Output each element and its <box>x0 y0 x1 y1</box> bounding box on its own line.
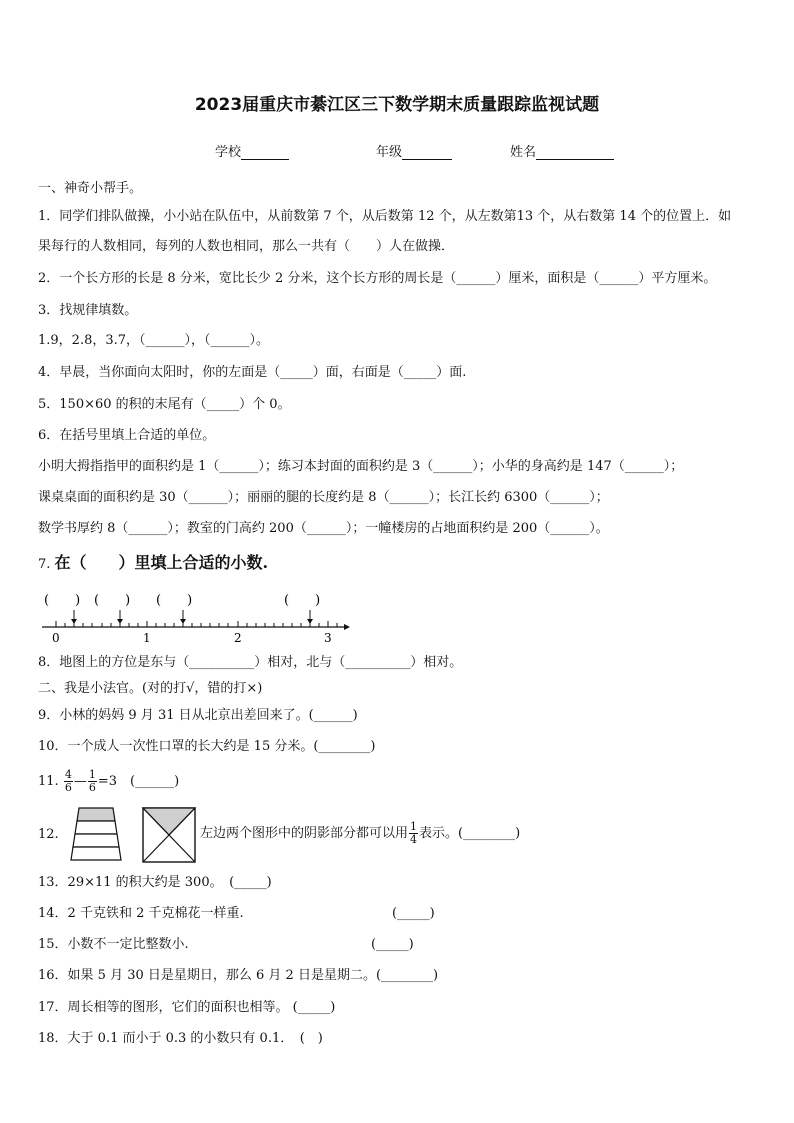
question-12-text: 左边两个图形中的阴影部分都可以用 <box>200 826 409 841</box>
question-11: 11. $\frac{4}{6}$ — $\frac{1}{6}$ =3 (______) <box>38 768 180 794</box>
question-5: 5．150×60 的积的末尾有（_____）个 0。 <box>38 397 291 412</box>
question-2: 2．一个长方形的长是 8 分米，宽比长少 2 分米，这个长方形的周长是（______）厘米，面积是（______）平方厘米。 <box>38 271 717 286</box>
school-blank[interactable] <box>241 145 289 160</box>
question-16: 16．如果 5 月 30 日是星期日，那么 6 月 2 日是星期二。(________) <box>38 968 439 983</box>
question-11-answer: =3 (______) <box>97 774 180 789</box>
question-15-answer[interactable]: (_____) <box>371 937 414 952</box>
page-title: 2023届重庆市綦江区三下数学期末质量跟踪监视试题 <box>194 95 600 115</box>
grade-field[interactable] <box>376 141 452 160</box>
number-line-bracket-4[interactable]: ( ) <box>284 593 321 608</box>
fraction-four-sixths: $\frac{4}{6}$ <box>64 768 72 794</box>
fraction-one-fourth: $\frac{1}{4}$ <box>410 820 418 846</box>
name-blank[interactable] <box>536 145 614 160</box>
question-8: 8．地图上的方位是东与（__________）相对，北与（__________）相对。 <box>38 655 463 670</box>
question-14-answer[interactable]: (_____) <box>392 906 435 921</box>
number-line <box>38 590 358 646</box>
question-12-answer: 表示。(________) <box>419 826 521 841</box>
question-12 <box>200 818 520 850</box>
grade-blank[interactable] <box>402 145 452 160</box>
grade-label: 年级 <box>376 145 403 160</box>
question-18: 18．大于 0.1 而小于 0.3 的小数只有 0.1． ( ) <box>38 1031 323 1046</box>
question-10: 10．一个成人一次性口罩的长大约是 15 分米。(________) <box>38 739 376 754</box>
fraction-one-sixth: $\frac{1}{6}$ <box>88 768 96 794</box>
question-1-line-1: 1．同学们排队做操，小小站在队伍中，从前数第 7 个，从后数第 12 个，从左数第13 个，从右数第 14 个的位置上．如 <box>38 209 732 224</box>
section-1-heading: 一、神奇小帮手。 <box>38 181 143 196</box>
trapezoid-figure <box>66 806 126 864</box>
question-9: 9．小林的妈妈 9 月 31 日从北京出差回来了。(______) <box>38 708 358 723</box>
question-7-number: 7. <box>38 557 51 572</box>
question-13: 13．29×11 的积大约是 300。 (_____) <box>38 875 272 890</box>
tick-label-3: 3 <box>324 631 332 645</box>
name-field[interactable] <box>510 141 614 160</box>
question-12-number: 12. <box>38 827 59 842</box>
number-line-bracket-2[interactable]: ( ) <box>94 593 131 608</box>
square-figure <box>141 806 197 864</box>
question-1-line-2: 果每行的人数相同，每列的人数也相同，那么一共有（ ）人在做操． <box>38 239 455 254</box>
school-label: 学校 <box>215 145 242 160</box>
school-field[interactable] <box>215 141 289 160</box>
question-14: 14．2 千克铁和 2 千克棉花一样重. <box>38 906 244 921</box>
question-6-line-b: 课桌桌面的面积约是 30（______）；丽丽的腿的长度约是 8（______）；长江长约 6300（______）； <box>38 490 609 505</box>
question-6-line-c: 数学书厚约 8（______）；教室的门高约 200（______）；一幢楼房的占地面积约是 200（______）。 <box>38 521 609 536</box>
question-6: 6．在括号里填上合适的单位。 <box>38 428 216 443</box>
name-label: 姓名 <box>510 145 537 160</box>
question-3: 3．找规律填数。 <box>38 303 138 318</box>
tick-label-2: 2 <box>234 631 242 645</box>
question-7-text: 在（ ）里填上合适的小数. <box>54 553 269 572</box>
question-17: 17．周长相等的图形，它们的面积也相等。 (_____) <box>38 1000 336 1015</box>
question-15: 15．小数不一定比整数小. <box>38 937 189 952</box>
question-6-line-a: 小明大拇指指甲的面积约是 1（______）；练习本封面的面积约是 3（______）；小华的身高约是 147（______）； <box>38 459 684 474</box>
question-11-number: 11. <box>38 774 59 789</box>
question-4: 4．早晨，当你面向太阳时，你的左面是（_____）面，右面是（_____）面. <box>38 365 467 380</box>
question-3-sequence: 1.9，2.8，3.7，（______），（______）。 <box>38 333 270 348</box>
tick-label-0: 0 <box>52 631 60 645</box>
number-line-bracket-3[interactable]: ( ) <box>156 593 193 608</box>
question-7 <box>38 555 268 573</box>
section-2-heading: 二、我是小法官。(对的打√，错的打×) <box>38 681 263 696</box>
tick-label-1: 1 <box>143 631 151 645</box>
number-line-bracket-1[interactable]: ( ) <box>44 593 81 608</box>
